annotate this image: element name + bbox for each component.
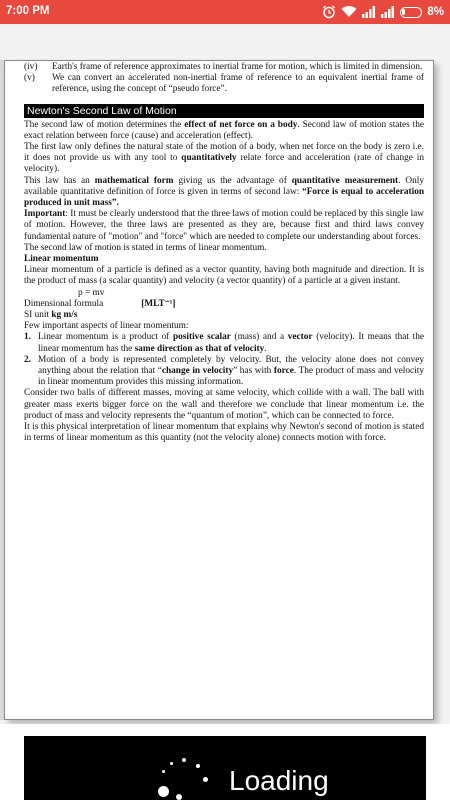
clock: 7:00 PM	[6, 5, 50, 17]
list-item: (iv) Earth's frame of reference approximates to inertial frame for motion, which is limited in dimension.	[24, 62, 423, 72]
paragraph: The second law of motion is stated in terms of linear momentum.	[24, 242, 267, 253]
paragraph: It is this physical interpretation of linear momentum that explains why Newton's second of motion is stated in terms of linear momentum as this quantity (not the velocity alone) connects motion with force.	[24, 422, 424, 444]
paragraph: The first law only defines the natural state of the motion of a body, when net force on the body is zero i.e. it does not provide us with any tool to quantitatively relate force and acceleration (rate of change in velocity).	[24, 142, 424, 175]
subheading: Linear momentum	[24, 254, 99, 265]
status-bar	[0, 0, 450, 24]
paragraph: Consider two balls of different masses, moving at same velocity, which collide with a wall. The ball with greater mass exerts bigger force on the wall and therefore we conclude that linear momentum i.e. the product of mass and velocity represents the “quantum of motion”, which can be connected to force.	[24, 388, 424, 421]
signal-icon	[362, 6, 376, 18]
section-heading: Newton's Second Law of Motion	[24, 104, 424, 118]
paragraph: Important: It must be clearly understood that the three laws of motion could be replaced by this single law of motion. However, the three laws are presented as they are, because first and third laws convey fundamental nature of "motion" and "force" which are needed to complete our understanding about forces.	[24, 209, 424, 242]
list-item: (v) We can convert an accelerated non-inertial frame of reference to an equivalent inertial frame of reference, using the concept of “pseudo force”.	[24, 73, 424, 95]
loading-spinner-icon	[158, 758, 216, 800]
paragraph: This law has an mathematical form giving us the advantage of quantitative measurement. Only available quantitative definition of force is given in terms of second law: “Force is equal to acceleration produced in unit mass”.	[24, 175, 425, 209]
loading-banner	[24, 736, 426, 800]
battery-percent: 8%	[427, 6, 444, 18]
numbered-item: 2. Motion of a body is represented completely by velocity. But, the velocity alone does not convey anything about the relation that “change in velocity” has with force. The product of mass and velocity in linear momentum provides this missing information.	[24, 354, 424, 388]
dimensional-formula: Dimensional formula [MLT⁻¹]	[24, 298, 176, 309]
paragraph: Linear momentum of a particle is defined as a vector quantity, having both magnitude and direction. It is the product of mass (a scalar quantity) and velocity (a vector quantity) of a particle at a given instant.	[24, 265, 424, 287]
signal-icon-2	[381, 6, 395, 18]
wifi-icon	[341, 6, 357, 18]
alarm-icon	[322, 5, 336, 19]
si-unit: SI unit kg m/s	[24, 310, 78, 321]
formula: p = mv	[78, 287, 105, 298]
paragraph: Few important aspects of linear momentum:	[24, 321, 189, 332]
loading-label: Loading	[229, 765, 329, 796]
status-icons	[322, 3, 444, 21]
bottom-area	[0, 724, 450, 800]
numbered-item: 1. Linear momentum is a product of positive scalar (mass) and a vector (velocity). It means that the linear momentum has the same direction as that of velocity.	[24, 332, 424, 354]
page-text	[24, 62, 424, 445]
paragraph: The second law of motion determines the effect of net force on a body. Second law of motion states the exact relation between force (cause) and acceleration (effect).	[24, 119, 424, 141]
battery-icon	[400, 7, 422, 18]
